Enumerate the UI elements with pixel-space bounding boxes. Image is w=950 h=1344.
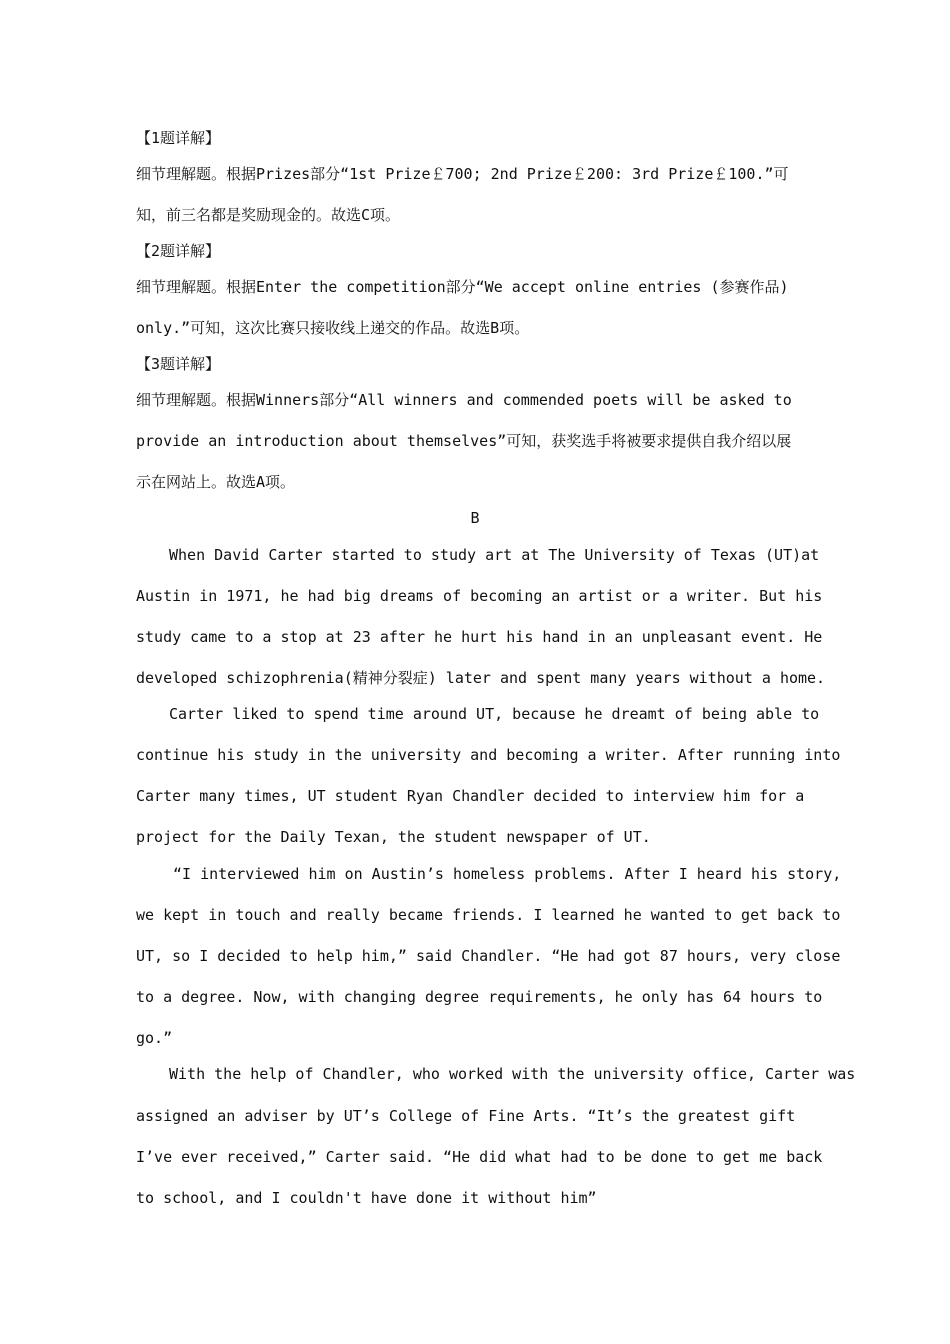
- analysis-3-line-1: 细节理解题。根据Winners部分“All winners and commended poets will be asked to: [136, 391, 792, 409]
- passage-p4-line-1: With the help of Chandler, who worked with the university office, Carter was: [169, 1065, 856, 1083]
- passage-p3-line-1: “I interviewed him on Austin’s homeless problems. After I heard his story,: [173, 865, 842, 883]
- analysis-2-line-1: 细节理解题。根据Enter the competition部分“We accept online entries (参赛作品): [136, 278, 789, 296]
- analysis-1-line-2: 知，前三名都是奖励现金的。故选C项。: [136, 206, 401, 224]
- passage-p4-line-4: to school, and I couldn't have done it without him”: [136, 1189, 597, 1207]
- analysis-3-line-3: 示在网站上。故选A项。: [136, 473, 296, 491]
- passage-p2-line-3: Carter many times, UT student Ryan Chandler decided to interview him for a: [136, 787, 805, 805]
- passage-p2-line-1: Carter liked to spend time around UT, because he dreamt of being able to: [169, 705, 820, 723]
- analysis-1-line-1: 细节理解题。根据Prizes部分“1st Prize￡700; 2nd Prize￡200: 3rd Prize￡100.”可: [136, 165, 789, 183]
- analysis-heading-1: 【1题详解】: [136, 129, 221, 147]
- passage-p3-line-5: go.”: [136, 1029, 173, 1047]
- passage-p2-line-4: project for the Daily Texan, the student newspaper of UT.: [136, 828, 651, 846]
- passage-p3-line-3: UT, so I decided to help him,” said Chandler. “He had got 87 hours, very close: [136, 947, 841, 965]
- passage-p1-line-4: developed schizophrenia(精神分裂症) later and spent many years without a home.: [136, 669, 826, 687]
- analysis-heading-2: 【2题详解】: [136, 242, 221, 260]
- passage-p2-line-2: continue his study in the university and becoming a writer. After running into: [136, 746, 841, 764]
- passage-title: B: [470, 509, 480, 527]
- analysis-3-line-2: provide an introduction about themselves”可知，获奖选手将被要求提供自我介绍以展: [136, 432, 792, 450]
- analysis-heading-3: 【3题详解】: [136, 355, 221, 373]
- passage-p1-line-2: Austin in 1971, he had big dreams of becoming an artist or a writer. But his: [136, 587, 823, 605]
- passage-p4-line-3: I’ve ever received,” Carter said. “He did what had to be done to get me back: [136, 1148, 823, 1166]
- analysis-2-line-2: only.”可知，这次比赛只接收线上递交的作品。故选B项。: [136, 319, 530, 337]
- passage-p3-line-4: to a degree. Now, with changing degree requirements, he only has 64 hours to: [136, 988, 823, 1006]
- passage-p4-line-2: assigned an adviser by UT’s College of Fine Arts. “It’s the greatest gift: [136, 1107, 796, 1125]
- passage-p1-line-1: When David Carter started to study art at The University of Texas (UT)at: [169, 546, 820, 564]
- passage-p1-line-3: study came to a stop at 23 after he hurt his hand in an unpleasant event. He: [136, 628, 823, 646]
- passage-p3-line-2: we kept in touch and really became friends. I learned he wanted to get back to: [136, 906, 841, 924]
